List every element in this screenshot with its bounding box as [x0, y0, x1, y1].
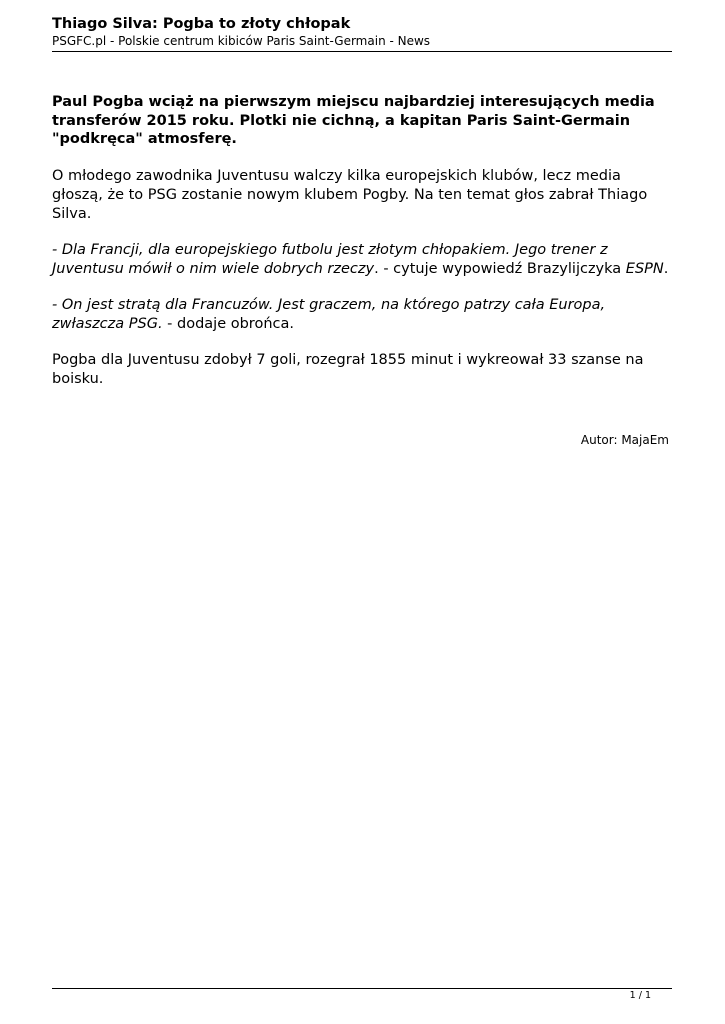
document-title: Thiago Silva: Pogba to złoty chłopak — [52, 16, 351, 32]
quote-attribution: . - cytuje wypowiedź Brazylijczyka — [374, 260, 626, 277]
quote-text: - Dla Francji, dla europejskiego futbolu jest złotym chłopakiem. Jego trener z Juventusu mówił o nim wiele dobrych rzeczy — [52, 241, 608, 277]
article-lead: Paul Pogba wciąż na pierwszym miejscu najbardziej interesujących media transferów 2015 roku. Plotki nie cichną, a kapitan Paris Saint-Germain "podkręca" atmosferę. — [52, 94, 655, 147]
quote-attribution: - dodaje obrońca. — [162, 315, 294, 332]
article-paragraph-1: O młodego zawodnika Juventusu walczy kilka europejskich klubów, lecz media głoszą, że to PSG zostanie nowym klubem Pogby. Na ten temat głos zabrał Thiago Silva. — [52, 167, 648, 222]
source-name: ESPN — [625, 260, 664, 277]
article-paragraph-4: Pogba dla Juventusu zdobył 7 goli, rozegrał 1855 minut i wykreował 33 szanse na boisku. — [52, 351, 644, 387]
quote-text: - On jest stratą dla Francuzów. Jest graczem, na którego patrzy cała Europa, zwłaszcza PSG. — [52, 296, 606, 332]
page-number: 1 / 1 — [629, 990, 651, 1001]
article-paragraph-3 — [52, 296, 672, 334]
sentence-end: . — [663, 260, 669, 277]
document-subtitle: PSGFC.pl - Polskie centrum kibiców Paris Saint-Germain - News — [52, 34, 431, 48]
footer-divider — [52, 988, 672, 989]
article-paragraph-2 — [52, 241, 672, 279]
document-header — [52, 15, 672, 49]
article-body — [52, 93, 672, 406]
document-page — [52, 0, 672, 1024]
header-divider — [52, 51, 672, 52]
article-author: Autor: MajaEm — [580, 433, 669, 447]
